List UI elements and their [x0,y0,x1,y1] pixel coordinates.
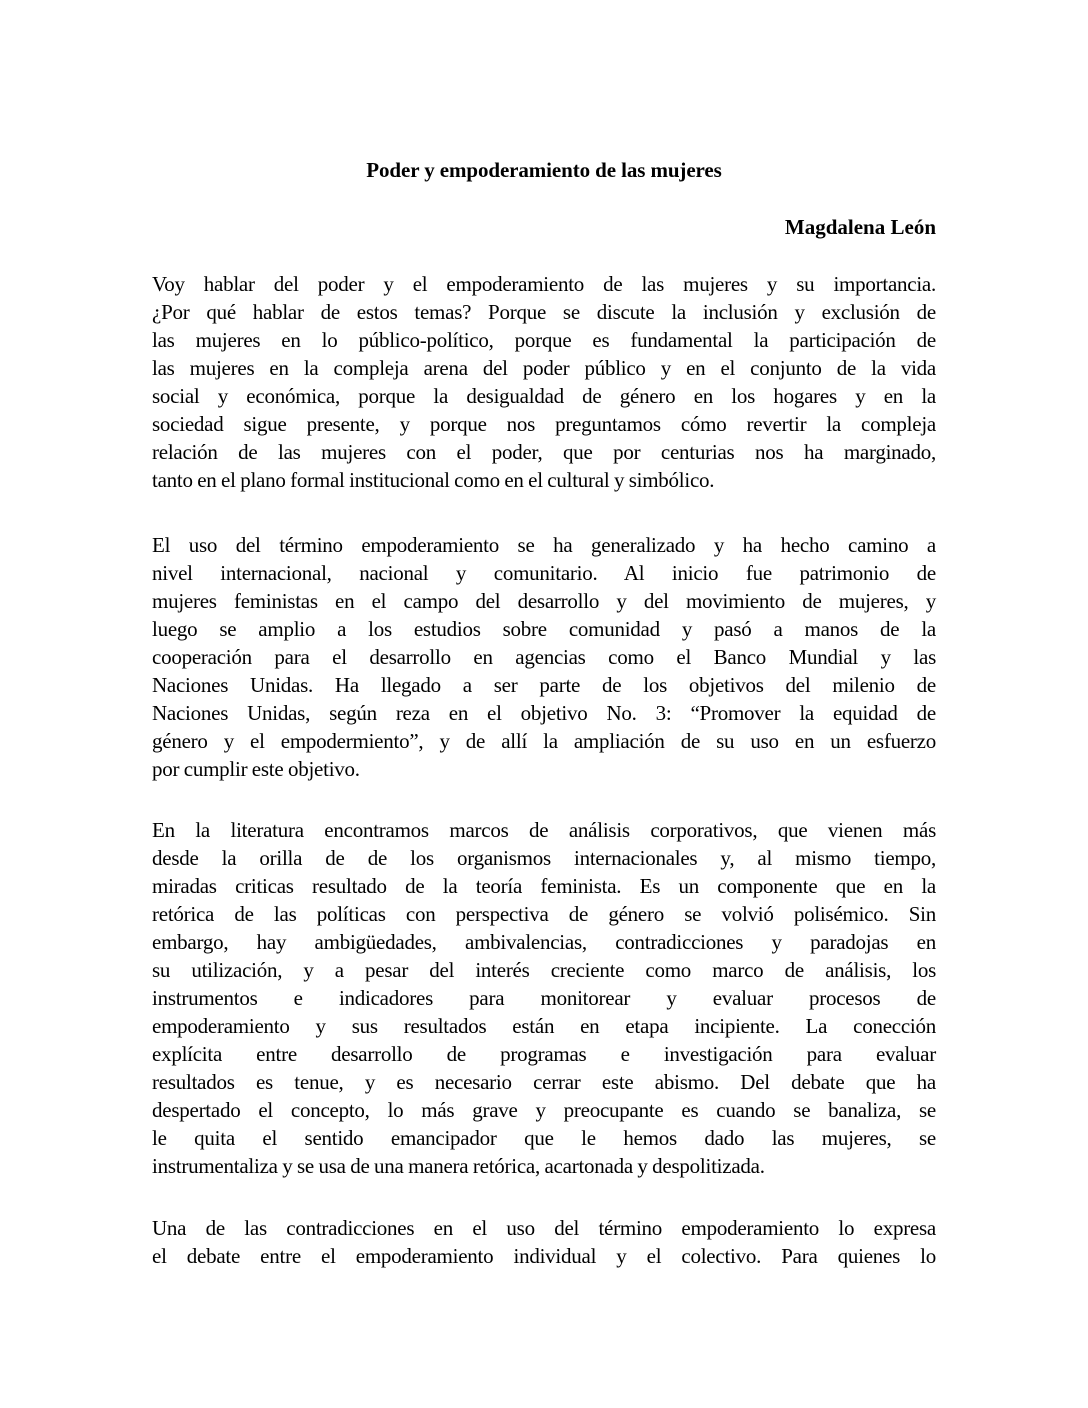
text-line: explícita entre desarrollo de programas e investigación para evaluar [152,1042,936,1066]
text-line: las mujeres en lo público-político, porque es fundamental la participación de [152,328,936,352]
text-line: las mujeres en la compleja arena del poder público y en el conjunto de la vida [152,356,936,380]
text-line: tanto en el plano formal institucional como en el cultural y simbólico. [152,468,715,492]
text-line: despertado el concepto, lo más grave y preocupante es cuando se banaliza, se [152,1098,936,1122]
text-line: En la literatura encontramos marcos de análisis corporativos, que vienen más [152,818,936,842]
text-line: sociedad sigue presente, y porque nos preguntamos cómo revertir la compleja [152,412,936,436]
text-line: Naciones Unidas, según reza en el objetivo No. 3: “Promover la equidad de [152,701,936,725]
text-line: cooperación para el desarrollo en agencias como el Banco Mundial y las [152,645,936,669]
text-line: desde la orilla de de los organismos internacionales y, al mismo tiempo, [152,846,936,870]
text-line: su utilización, y a pesar del interés creciente como marco de análisis, los [152,958,936,982]
text-line: ¿Por qué hablar de estos temas? Porque se discute la inclusión y exclusión de [152,300,936,324]
text-line: por cumplir este objetivo. [152,757,360,781]
text-line: social y económica, porque la desigualdad de género en los hogares y en la [152,384,936,408]
paragraph-4 [152,1214,936,1270]
author-name: Magdalena León [784,215,936,239]
text-line: Voy hablar del poder y el empoderamiento de las mujeres y su importancia. [152,272,936,296]
text-line: nivel internacional, nacional y comunitario. Al inicio fue patrimonio de [152,561,936,585]
text-line: género y el empodermiento”, y de allí la ampliación de su uso en un esfuerzo [152,729,936,753]
text-line: luego se amplio a los estudios sobre comunidad y pasó a manos de la [152,617,936,641]
text-line: mujeres feministas en el campo del desarrollo y del movimiento de mujeres, y [152,589,936,613]
text-line: instrumentaliza y se usa de una manera retórica, acartonada y despolitizada. [152,1154,765,1178]
paragraph-1 [152,270,936,494]
text-line: instrumentos e indicadores para monitorear y evaluar procesos de [152,986,936,1010]
paragraph-2 [152,531,936,783]
text-line: Naciones Unidas. Ha llegado a ser parte de los objetivos del milenio de [152,673,936,697]
text-line: le quita el sentido emancipador que le hemos dado las mujeres, se [152,1126,936,1150]
text-line: relación de las mujeres con el poder, que por centurias nos ha marginado, [152,440,936,464]
text-line: el debate entre el empoderamiento individual y el colectivo. Para quienes lo [152,1244,936,1268]
paragraph-3 [152,816,936,1180]
text-line: El uso del término empoderamiento se ha generalizado y ha hecho camino a [152,533,936,557]
text-line: embargo, hay ambigüedades, ambivalencias, contradicciones y paradojas en [152,930,936,954]
text-line: retórica de las políticas con perspectiva de género se volvió polisémico. Sin [152,902,936,926]
text-line: empoderamiento y sus resultados están en etapa incipiente. La conección [152,1014,936,1038]
text-line: miradas criticas resultado de la teoría feminista. Es un componente que en la [152,874,936,898]
text-line: resultados es tenue, y es necesario cerrar este abismo. Del debate que ha [152,1070,936,1094]
text-line: Una de las contradicciones en el uso del término empoderamiento lo expresa [152,1216,936,1240]
document-title: Poder y empoderamiento de las mujeres [366,158,722,182]
